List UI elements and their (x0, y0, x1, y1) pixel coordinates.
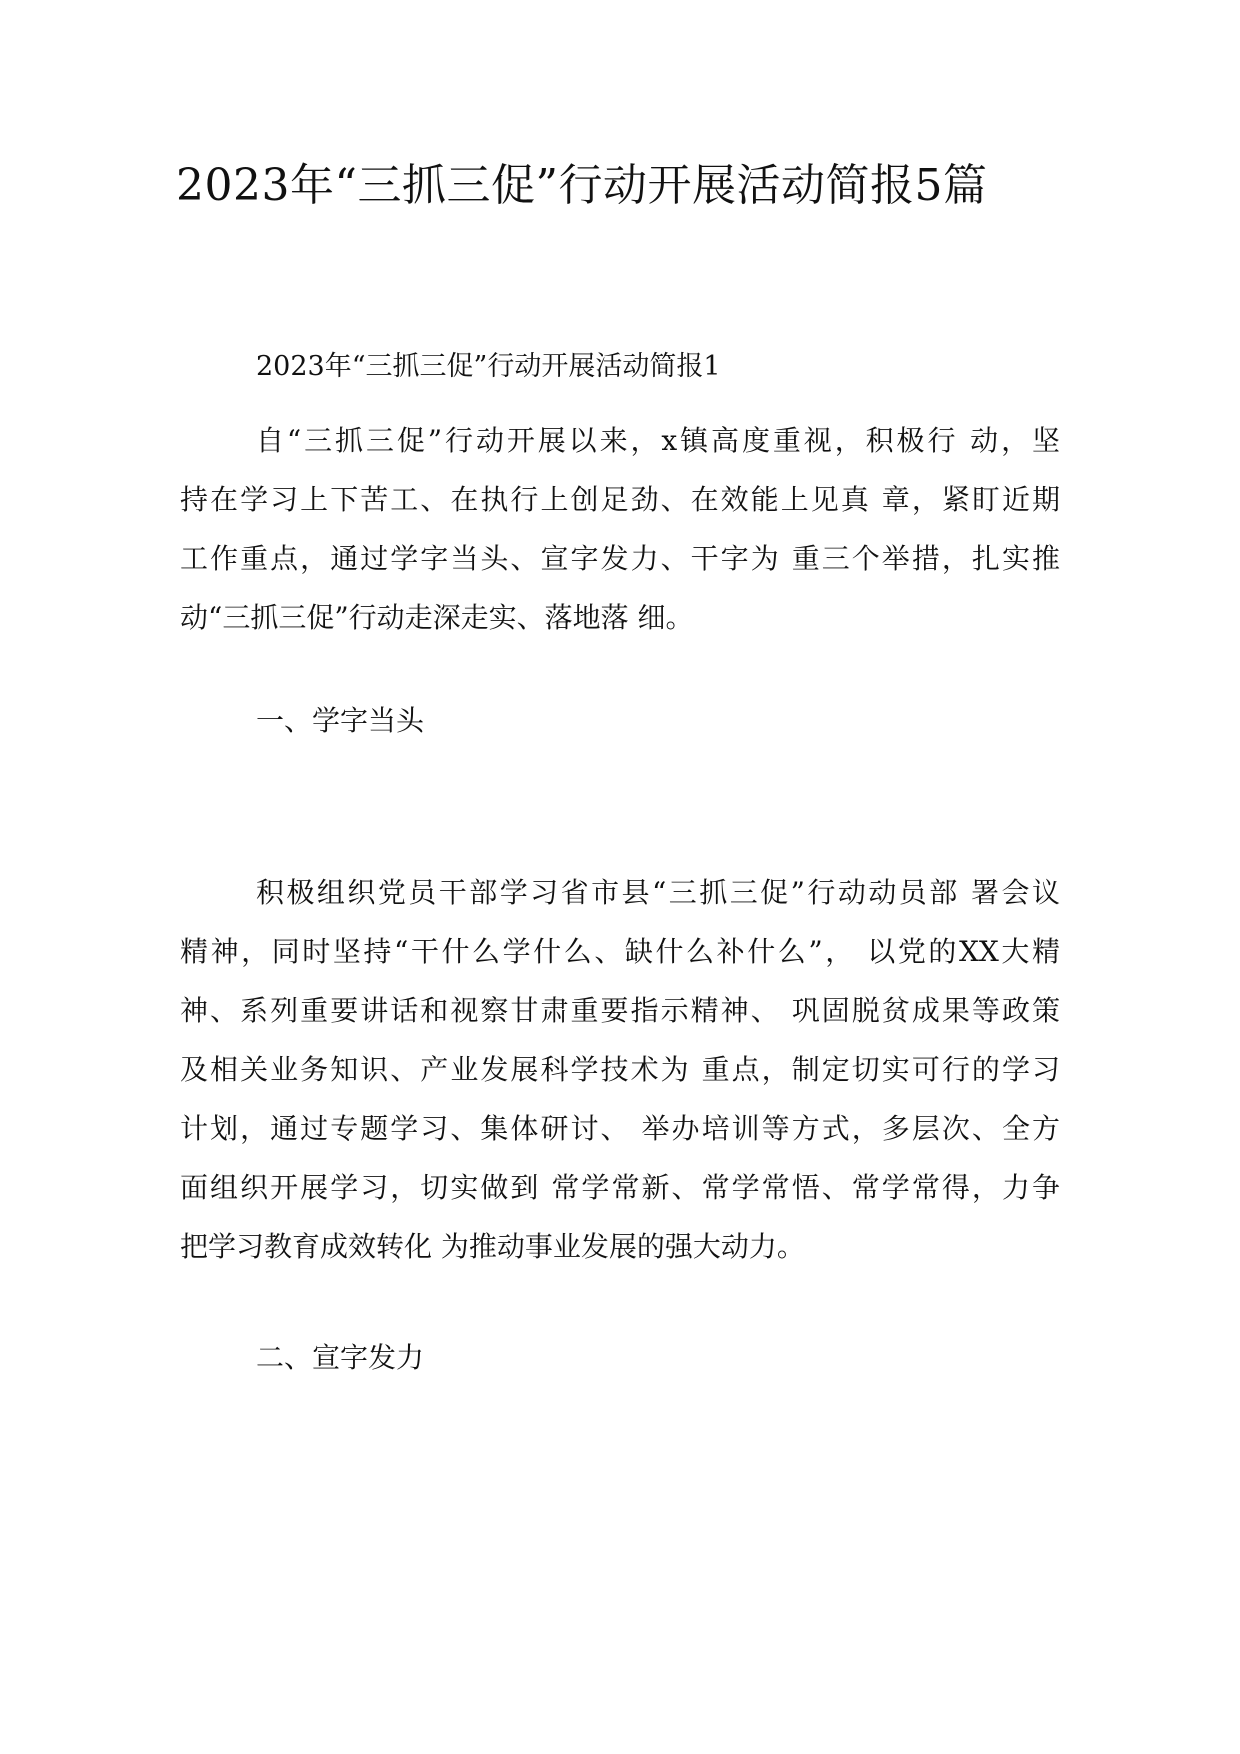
paragraph-line: 精神，同时坚持“干什么学什么、缺什么补什么”， 以党的XX大精 (180, 935, 1060, 968)
paragraph-line: 自“三抓三促”行动开展以来，x镇高度重视，积极行 动，坚 (256, 424, 1060, 457)
paragraph-line: 持在学习上下苦工、在执行上创足劲、在效能上见真 章，紧盯近期 (180, 483, 1060, 516)
document-title: 2023年“三抓三促”行动开展活动简报5篇 (176, 160, 988, 211)
paragraph-line: 及相关业务知识、产业发展科学技术为 重点，制定切实可行的学习 (180, 1053, 1060, 1086)
paragraph-line: 神、系列重要讲话和视察甘肃重要指示精神、 巩固脱贫成果等政策 (180, 994, 1060, 1027)
paragraph-line: 工作重点，通过学字当头、宣字发力、干字为 重三个举措，扎实推 (180, 542, 1060, 575)
article-subtitle: 2023年“三抓三促”行动开展活动简报1 (256, 351, 721, 382)
paragraph-line: 计划，通过专题学习、集体研讨、 举办培训等方式，多层次、全方 (180, 1112, 1060, 1145)
section-heading-2: 二、宣字发力 (256, 1341, 425, 1374)
paragraph-line: 面组织开展学习，切实做到 常学常新、常学常悟、常学常得，力争 (180, 1171, 1060, 1204)
section-heading-1: 一、学字当头 (256, 704, 425, 737)
paragraph-line: 积极组织党员干部学习省市县“三抓三促”行动动员部 署会议 (256, 876, 1060, 909)
intro-paragraph (180, 411, 1060, 647)
paragraph-line: 把学习教育成效转化 为推动事业发展的强大动力。 (180, 1230, 805, 1263)
section1-paragraph (180, 863, 1060, 1276)
paragraph-line: 动“三抓三促”行动走深走实、落地落 细。 (180, 601, 694, 634)
